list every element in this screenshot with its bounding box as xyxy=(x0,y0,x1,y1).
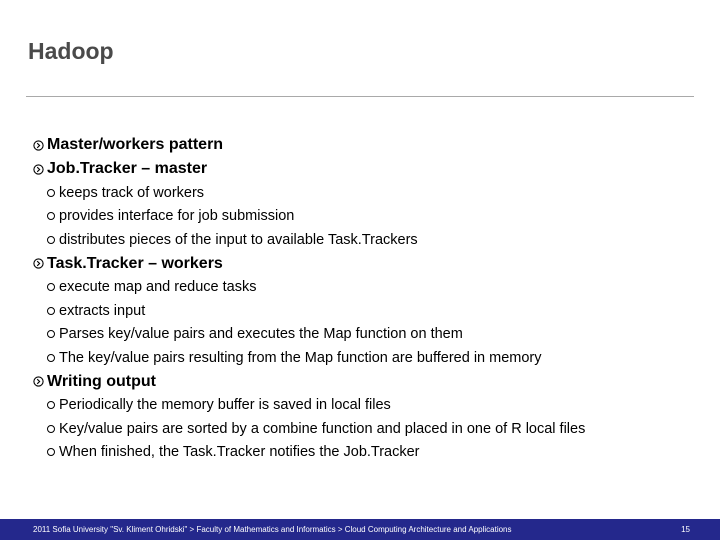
circle-arrow-bullet-icon xyxy=(33,376,44,387)
circle-bullet-icon xyxy=(47,236,55,244)
circle-arrow-bullet-icon xyxy=(33,258,44,269)
circle-bullet-icon xyxy=(47,307,55,315)
footer-bar xyxy=(0,519,720,540)
bullet-level1 xyxy=(33,370,703,394)
footer-text: 2011 Sofia University "Sv. Kliment Ohridski" > Faculty of Mathematics and Informatics > Cloud Computing Architecture and Applications xyxy=(33,525,512,534)
bullet-text: extracts input xyxy=(59,302,146,319)
circle-bullet-icon xyxy=(47,425,55,433)
bullet-text: Key/value pairs are sorted by a combine function and placed in one of R local files xyxy=(59,420,586,437)
circle-bullet-icon xyxy=(47,401,55,409)
bullet-level2 xyxy=(33,299,703,323)
bullet-level2 xyxy=(33,417,703,441)
bullet-text: Master/workers pattern xyxy=(47,136,224,153)
title-divider xyxy=(26,96,694,97)
bullet-level2 xyxy=(33,276,703,300)
circle-bullet-icon xyxy=(47,330,55,338)
page-number: 15 xyxy=(681,525,690,534)
bullet-text: Periodically the memory buffer is saved in local files xyxy=(59,397,391,414)
bullet-level1 xyxy=(33,157,703,181)
circle-bullet-icon xyxy=(47,189,55,197)
bullet-level2 xyxy=(33,205,703,229)
bullet-text: distributes pieces of the input to available Task.Trackers xyxy=(59,231,418,248)
bullet-text: Job.Tracker – master xyxy=(47,160,208,177)
bullet-level1 xyxy=(33,133,703,157)
slide-content xyxy=(33,133,703,464)
bullet-level2 xyxy=(33,346,703,370)
bullet-level2 xyxy=(33,323,703,347)
bullet-level2 xyxy=(33,394,703,418)
bullet-level1 xyxy=(33,252,703,276)
bullet-level2 xyxy=(33,441,703,465)
bullet-text: When finished, the Task.Tracker notifies the Job.Tracker xyxy=(59,444,420,461)
bullet-text: The key/value pairs resulting from the Map function are buffered in memory xyxy=(59,349,542,366)
bullet-text: Task.Tracker – workers xyxy=(47,254,223,272)
circle-bullet-icon xyxy=(47,354,55,362)
bullet-level2 xyxy=(33,181,703,205)
bullet-text: Parses key/value pairs and executes the Map function on them xyxy=(59,326,463,343)
bullet-text: Writing output xyxy=(47,372,156,390)
circle-bullet-icon xyxy=(47,448,55,456)
bullet-text: execute map and reduce tasks xyxy=(59,279,257,296)
circle-bullet-icon xyxy=(47,212,55,220)
circle-arrow-bullet-icon xyxy=(33,164,44,175)
slide-title: Hadoop xyxy=(28,38,114,64)
circle-arrow-bullet-icon xyxy=(33,140,44,151)
circle-bullet-icon xyxy=(47,283,55,291)
bullet-level2 xyxy=(33,228,703,252)
bullet-text: provides interface for job submission xyxy=(59,208,295,225)
bullet-text: keeps track of workers xyxy=(59,184,205,201)
